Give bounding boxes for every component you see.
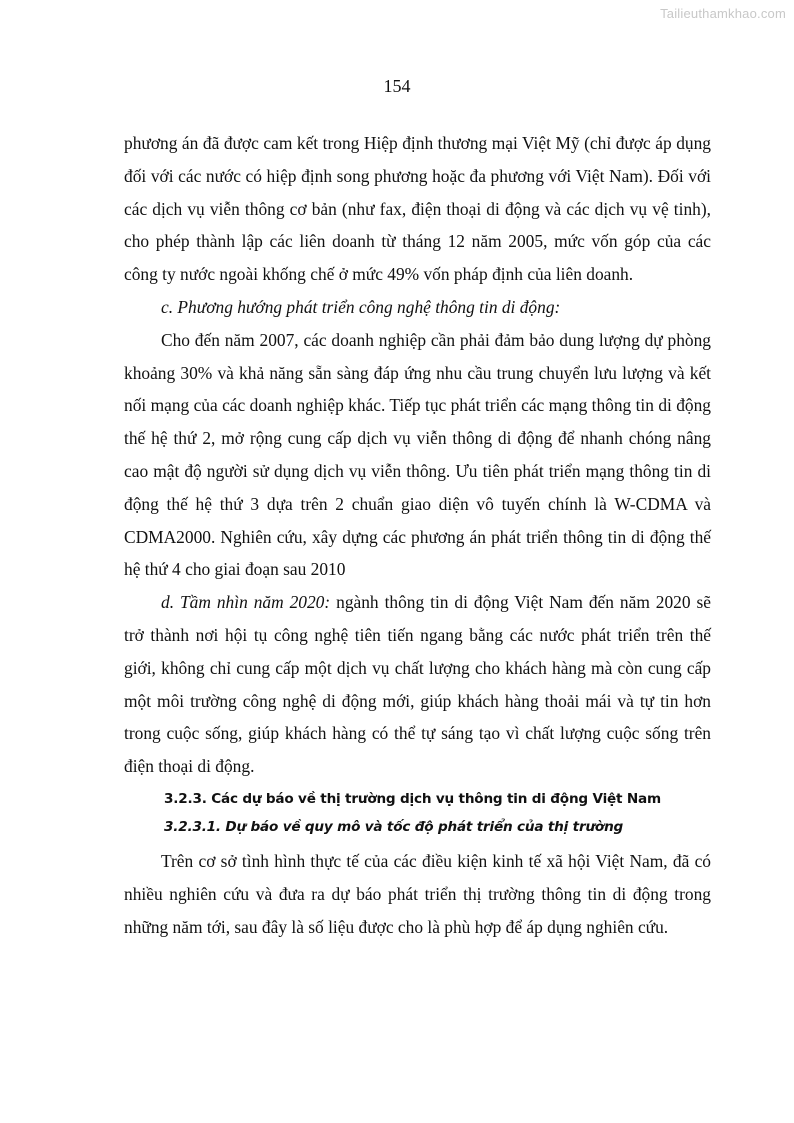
paragraph-vision-2020 (124, 586, 711, 783)
vision-text: ngành thông tin di động Việt Nam đến năm 2020 sẽ trở thành nơi hội tụ công nghệ tiên tiến ngang bằng các nước phát triển trên thế giới, không chỉ cung cấp một dịch vụ chất lượng cho khách hàng mà còn cung cấp một môi trường công nghệ di động mới, giúp khách hàng thoải mái và tự tin hơn trong cuộc sống, giúp khách hàng có thể tự sáng tạo vì chất lượng cuộc sống trên điện thoại di động. (124, 592, 711, 777)
subheading-technology-direction: c. Phương hướng phát triển công nghệ thông tin di động: (161, 296, 561, 317)
page-number: 154 (383, 76, 411, 96)
vision-lead: d. Tầm nhìn năm 2020: (161, 592, 331, 613)
section-heading: 3.2.3. Các dự báo về thị trường dịch vụ thông tin di động Việt Nam (164, 790, 661, 807)
paragraph-commitments: phương án đã được cam kết trong Hiệp định thương mại Việt Mỹ (chỉ được áp dụng đối với các nước có hiệp định song phương hoặc đa phương với Việt Nam). Đối với các dịch vụ viễn thông cơ bản (như fax, điện thoại di động và các dịch vụ vệ tinh), cho phép thành lập các liên doanh từ tháng 12 năm 2005, mức vốn góp của các công ty nước ngoài khống chế ở mức 49% vốn pháp định của liên doanh. (124, 133, 711, 285)
subsection-heading: 3.2.3.1. Dự báo về quy mô và tốc độ phát triển của thị trường (164, 818, 624, 835)
document-body (124, 127, 711, 943)
paragraph-technology-direction: Cho đến năm 2007, các doanh nghiệp cần phải đảm bảo dung lượng dự phòng khoảng 30% và khả năng sẵn sàng đáp ứng nhu cầu trung chuyển lưu lượng và kết nối mạng của các doanh nghiệp khác. Tiếp tục phát triển các mạng thông tin di động thế hệ thứ 2, mở rộng cung cấp dịch vụ viễn thông di động để nhanh chóng nâng cao mật độ người sử dụng dịch vụ viễn thông. Ưu tiên phát triển mạng thông tin di động thế hệ thứ 3 dựa trên 2 chuẩn giao diện vô tuyến chính là W-CDMA và CDMA2000. Nghiên cứu, xây dựng các phương án phát triển thông tin di động thế hệ thứ 4 cho giai đoạn sau 2010 (124, 329, 711, 580)
watermark: Tailieuthamkhao.com (660, 6, 786, 21)
paragraph-forecast-intro: Trên cơ sở tình hình thực tế của các điều kiện kinh tế xã hội Việt Nam, đã có nhiều nghiên cứu và đưa ra dự báo phát triển thị trường thông tin di động trong những năm tới, sau đây là số liệu được cho là phù hợp để áp dụng nghiên cứu. (124, 850, 711, 937)
